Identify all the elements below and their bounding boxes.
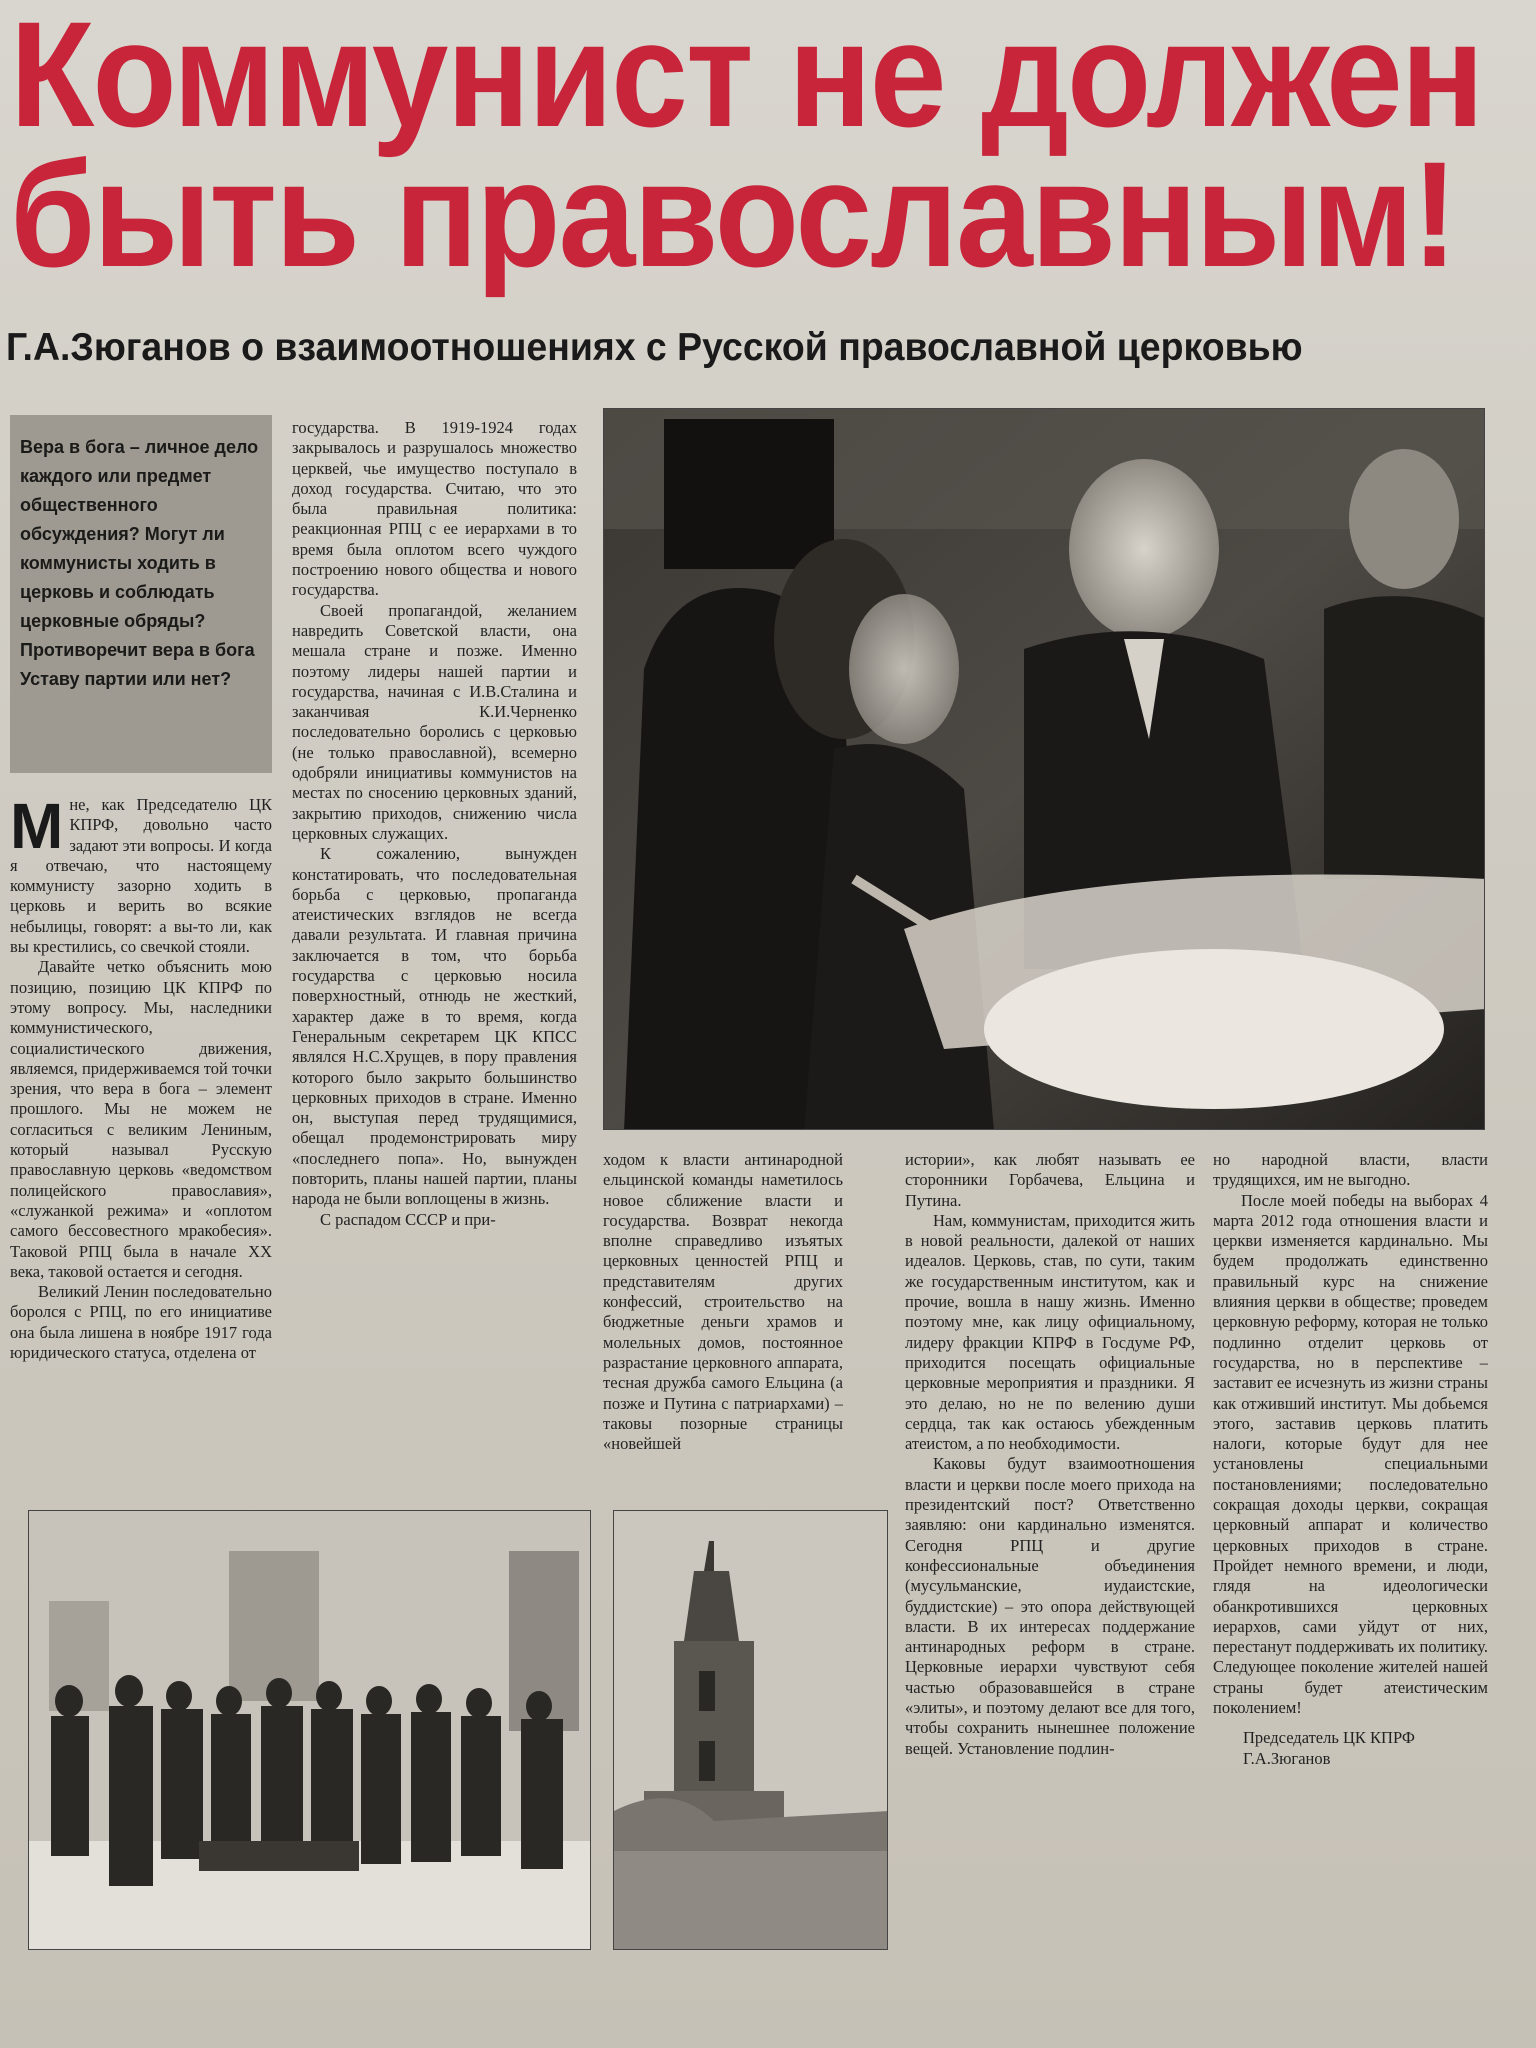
article-column-2 bbox=[292, 418, 577, 1488]
paragraph: К сожалению, вынужден констатировать, что последовательная борьба с церковью, пропаганда атеистических взглядов не всегда давали результата. И главная причина заключается в том, что борьба государства с церковью носила поверхностный, отнюдь не жесткий, характер даже в то время, когда Генеральным секретарем ЦК КПСС являлся Н.С.Хрущев, в пору правления которого было закрыто большинство церковных приходов в стране. Именно он, выступая перед трудящимися, обещал продемонстрировать миру «последнего попа». Но, вынужден повторить, планы нашей партии, планы народа не были воплощены в жизнь. bbox=[292, 844, 577, 1209]
paragraph: государства. В 1919-1924 годах закрывалось и разрушалось множество церквей, чье имущество поступало в доход государства. Считаю, что это была правильная политика: реакционная РПЦ с ее иерархами в то время была оплотом всего чуждого построению нового общества и нового государства. bbox=[292, 418, 577, 600]
headline-line-1: Коммунист не должен bbox=[10, 0, 1483, 158]
paragraph: С распадом СССР и при- bbox=[320, 1209, 496, 1229]
paragraph: не, как Председателю ЦК КПРФ, довольно часто задают эти вопросы. И когда я отвечаю, что настоящему коммунисту зазорно ходить в церковь и верить во всякие небылицы, говорят: а вы-то ли, как вы крестились, со свечкой стояли. bbox=[10, 795, 272, 957]
photo-church-ruins bbox=[613, 1510, 888, 1950]
lead-question-text: Вера в бога – личное дело каждого или предмет общественного обсуждения? Могут ли коммунисты ходить в церковь и соблюдать церковные обряды? Противоречит вера в бога Уставу партии или нет? bbox=[20, 437, 259, 689]
article-column-1 bbox=[10, 795, 272, 1495]
paragraph: Давайте четко объяснить мою позицию, позицию ЦК КПРФ по этому вопросу. Мы, наследники коммунистического, социалистического движения, являемся, придерживаемся той точки зрения, что вера в бога – элемент прошлого. Мы не можем не согласиться с великим Лениным, который называл Русскую православную церковь «ведомством полицейского православия», «служанкой режима» и «оплотом самого бессовестного мракобесия». Таковой РПЦ была в начале XX века, таковой остается и сегодня. bbox=[10, 957, 272, 1281]
paragraph: Великий Ленин последовательно боролся с РПЦ, по его инициативе она была лишена в ноябре 1917 года юридического статуса, отделена от bbox=[10, 1282, 272, 1363]
photo-leader-at-church-ceremony bbox=[604, 409, 1485, 1130]
paragraph: Своей пропагандой, желанием навредить Советской власти, она мешала стране и позже. Именно поэтому лидеры нашей партии и государства, начиная с И.В.Сталина и заканчивая К.И.Черненко последовательно боролись с церковью (не только православной), всемерно одобряли инициативы коммунистов на местах по сносению церковных зданий, закрытию приходов, снижению числа церковных служащих. bbox=[292, 600, 577, 843]
article-column-4 bbox=[905, 1150, 1195, 1950]
paragraph: Каковы будут взаимоотношения власти и церкви после моего прихода на президентский пост? Ответственно заявляю: они кардинально изменятся. Сегодня РПЦ и другие конфессиональные объединения (мусульманские, иудаистские, буддистские) – это опора действующей власти. В их интересах поддержание антинародных реформ в стране. Церковные иерархи чувствуют себя частью образовавшейся в стране «элиты», и поэтому делают все для того, чтобы сохранить нынешнее положение вещей. Установление подлин- bbox=[905, 1454, 1195, 1758]
subheadline: Г.А.Зюганов о взаимоотношениях с Русской православной церковью bbox=[6, 326, 1303, 369]
church-bell-tower-image bbox=[614, 1511, 888, 1950]
soldiers-crowd-image bbox=[29, 1511, 591, 1950]
main-photo bbox=[603, 408, 1485, 1130]
paragraph: но народной власти, власти трудящихся, им не выгодно. bbox=[1213, 1150, 1488, 1190]
drop-cap: М bbox=[10, 795, 64, 862]
paragraph: ходом к власти антинародной ельцинской команды наметилось новое сближение власти и государства. Возврат некогда вполне справедливо изъятых церковных ценностей РПЦ и представителям других конфессий, строительство на бюджетные деньги храмов и молельных домов, постоянное разрастание церковного аппарата, тесная дружба самого Ельцина (а позже и Путина с патриархами) – таковы позорные страницы «новейшей bbox=[603, 1150, 843, 1454]
signature-name: Г.А.Зюганов bbox=[1243, 1748, 1331, 1768]
paragraph: После моей победы на выборах 4 марта 2012 года отношения власти и церкви изменяется кардинально. Мы будем продолжать единственно правильный курс на снижение влияния церкви в обществе; проведем церковную реформу, которая не только подлинно отделит церковь от государства, но в перспективе – заставит ее исчезнуть из жизни страны как отживший институт. Мы добьемся этого, заставив церковь платить налоги, которые будут для нее установлены специальными постановлениями; последовательно сокращая доходы церкви, сокращая церковный аппарат и количество церковных приходов в стране. Пройдет немного времени, и люди, глядя на идеологически обанкротившихся церковных иерархов, сами уйдут от них, перестанут поддерживать их политику. Следующее поколение жителей нашей страны будет атеистическим поколением! bbox=[1213, 1190, 1488, 1718]
headline bbox=[10, 0, 1483, 298]
lead-question-box bbox=[10, 415, 272, 773]
photo-soldiers bbox=[28, 1510, 591, 1950]
paragraph: Нам, коммунистам, приходится жить в новой реальности, далекой от наших идеалов. Церковь, став, по сути, таким же государственным институтом, как и прочие, вошла в нашу жизнь. Именно поэтому мне, как лицу официальному, лидеру фракции КПРФ в Госдуме РФ, приходится посещать официальные церковные мероприятия и праздники. Я это делаю, но не по велению души сердца, так как остаюсь убежденным атеистом, а по необходимости. bbox=[905, 1210, 1195, 1454]
signature-title: Председатель ЦК КПРФ bbox=[1243, 1728, 1415, 1748]
paragraph: истории», как любят называть ее сторонники Горбачева, Ельцина и Путина. bbox=[905, 1150, 1195, 1210]
signature bbox=[1213, 1728, 1488, 1769]
article-column-3 bbox=[603, 1150, 843, 1520]
article-column-5 bbox=[1213, 1150, 1488, 1930]
headline-line-2: быть православным! bbox=[10, 130, 1456, 298]
